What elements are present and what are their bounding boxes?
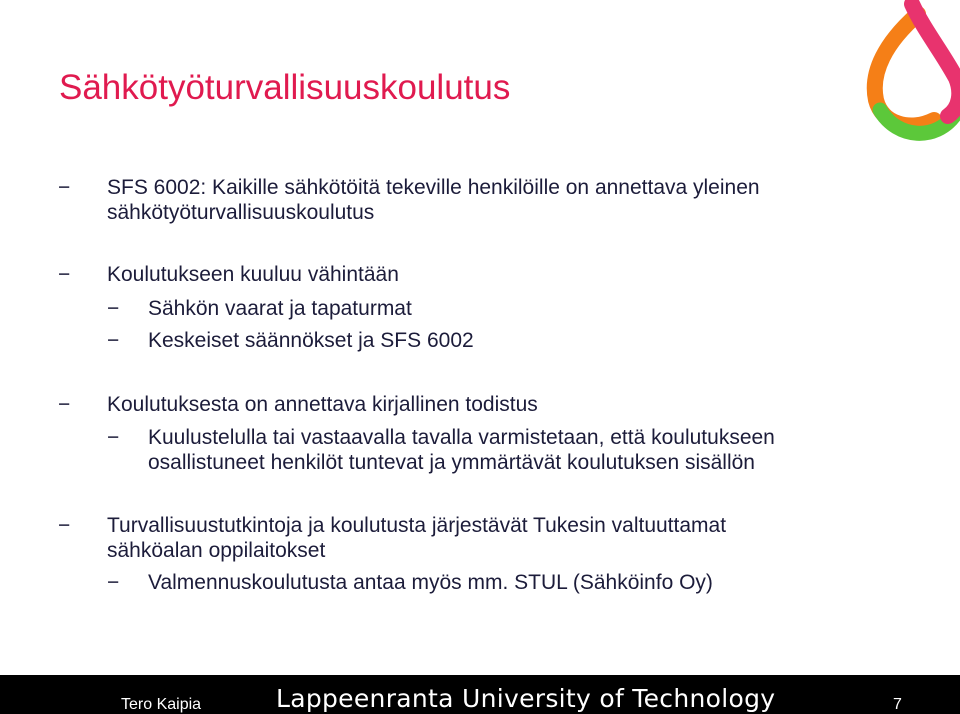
sub-bullet-dash: − — [107, 329, 120, 352]
bullet-2-sub-1: Sähkön vaarat ja tapaturmat — [148, 297, 412, 320]
sub-bullet-dash: − — [107, 571, 120, 594]
bullet-dash: − — [58, 514, 71, 537]
lut-logo-icon — [858, 0, 960, 142]
bullet-dash: − — [58, 263, 71, 286]
slide-title: Sähkötyöturvallisuuskoulutus — [59, 68, 511, 107]
sub-bullet-dash: − — [107, 426, 120, 449]
page-number: 7 — [893, 696, 902, 713]
bullet-dash: − — [58, 176, 71, 199]
bullet-2-line-1: Koulutukseen kuuluu vähintään — [107, 263, 399, 286]
bullet-2-sub-2: Keskeiset säännökset ja SFS 6002 — [148, 329, 474, 352]
bullet-3-sub-1-line-1: Kuulustelulla tai vastaavalla tavalla varmistetaan, että koulutukseen — [148, 426, 775, 449]
logo-pink-stroke — [912, 4, 959, 116]
bullet-4-sub-1: Valmennuskoulutusta antaa myös mm. STUL (Sähköinfo Oy) — [148, 571, 713, 594]
bullet-dash: − — [58, 393, 71, 416]
bullet-4-line-1: Turvallisuustutkintoja ja koulutusta järjestävät Tukesin valtuuttamat — [107, 514, 727, 537]
bullet-1-line-2: sähkötyöturvallisuuskoulutus — [107, 201, 375, 224]
bullet-3-sub-1-line-2: osallistuneet henkilöt tuntevat ja ymmärtävät koulutuksen sisällön — [148, 451, 755, 474]
footer-author: Tero Kaipia — [121, 696, 202, 713]
sub-bullet-dash: − — [107, 297, 120, 320]
footer-university-wordmark: Lappeenranta University of Technology — [276, 684, 776, 713]
footer-bar — [0, 675, 960, 714]
bullet-4-line-2: sähköalan oppilaitokset — [107, 539, 326, 562]
bullet-1-line-1: SFS 6002: Kaikille sähkötöitä tekeville henkilöille on annettava yleinen — [107, 176, 760, 199]
bullet-3-line-1: Koulutuksesta on annettava kirjallinen todistus — [107, 393, 538, 416]
